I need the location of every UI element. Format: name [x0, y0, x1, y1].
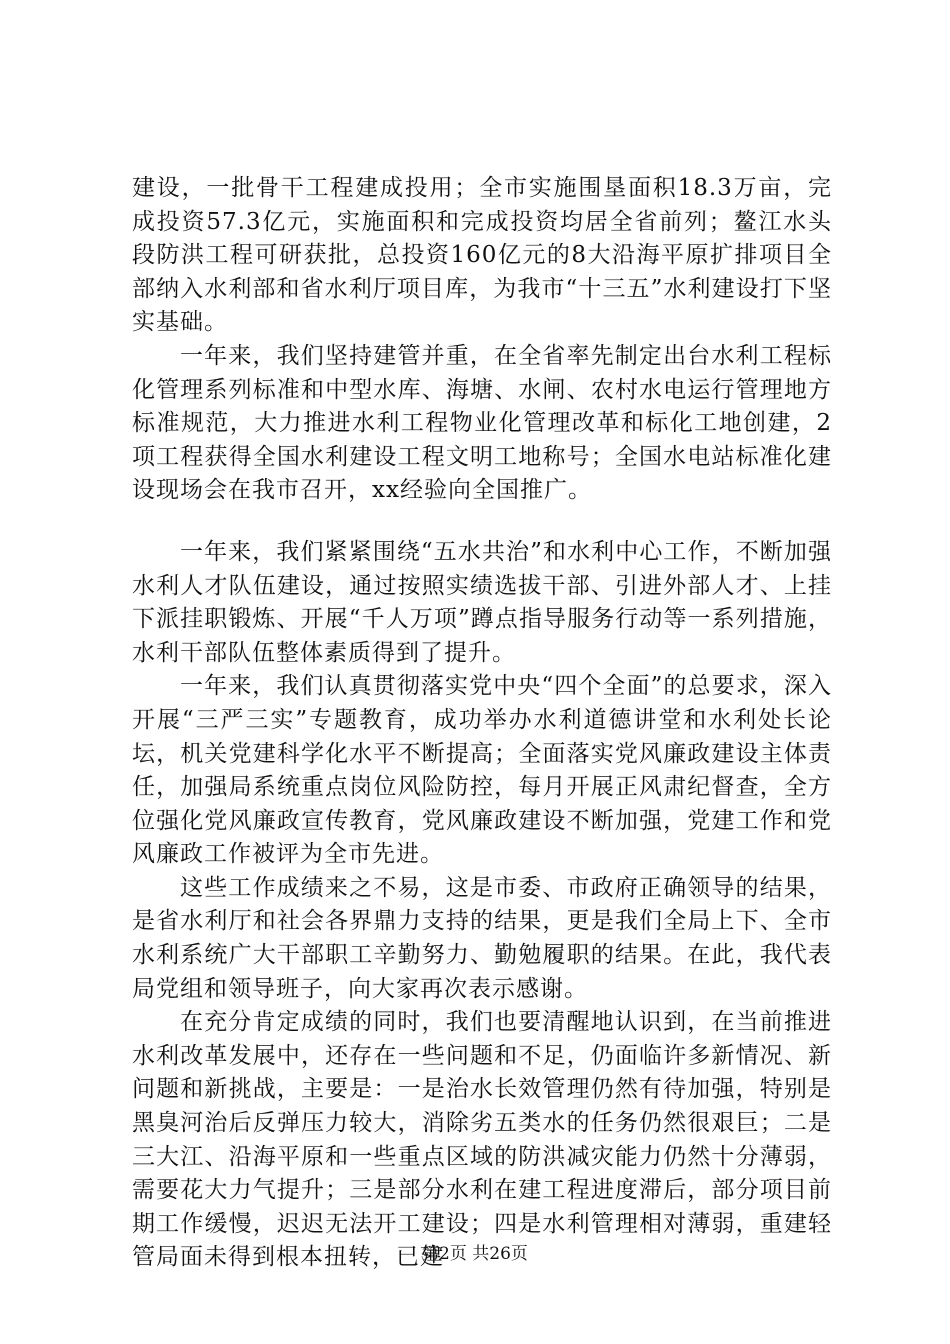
paragraph-2: 一年来，我们坚持建管并重，在全省率先制定出台水利工程标化管理系列标准和中型水库、海塘、水闸、农村水电运行管理地方标准规范，大力推进水利工程物业化管理改革和标化工地创建，2项工程获得全国水利建设工程文明工地称号；全国水电站标准化建设现场会在我市召开，xx经验向全国推广。	[132, 342, 832, 504]
paragraph-1: 建设，一批骨干工程建成投用；全市实施围垦面积18.3万亩，完成投资57.3亿元，实施面积和完成投资均居全省前列；鳌江水头段防洪工程可研获批，总投资160亿元的8大沿海平原扩排项目全部纳入水利部和省水利厅项目库，为我市“十三五”水利建设打下坚实基础。	[132, 175, 832, 336]
page-number-footer: 第2页 共26页	[422, 1244, 528, 1264]
document-body	[132, 172, 832, 1275]
paragraph-gap	[132, 508, 832, 536]
paragraph-5: 这些工作成绩来之不易，这是市委、市政府正确领导的结果，是省水利厅和社会各界鼎力支持的结果，更是我们全局上下、全市水利系统广大干部职工辛勤努力、勤勉履职的结果。在此，我代表局党组和领导班子，向大家再次表示感谢。	[132, 874, 832, 1002]
paragraph-6: 在充分肯定成绩的同时，我们也要清醒地认识到，在当前推进水利改革发展中，还存在一些问题和不足，仍面临许多新情况、新问题和新挑战，主要是：一是治水长效管理仍然有待加强，特别是黑臭河治后反弹压力较大，消除劣五类水的任务仍然很艰巨；二是三大江、沿海平原和一些重点区域的防洪减灾能力仍然十分薄弱，需要花大力气提升；三是部分水利在建工程进度滞后，部分项目前期工作缓慢，迟迟无法开工建设；四是水利管理相对薄弱，重建轻管局面未得到根本扭转，已建	[132, 1009, 832, 1271]
paragraph-3: 一年来，我们紧紧围绕“五水共治”和水利中心工作，不断加强水利人才队伍建设，通过按照实绩选拔干部、引进外部人才、上挂下派挂职锻炼、开展“千人万项”蹲点指导服务行动等一系列措施，水利干部队伍整体素质得到了提升。	[132, 538, 832, 666]
paragraph-4: 一年来，我们认真贯彻落实党中央“四个全面”的总要求，深入开展“三严三实”专题教育，成功举办水利道德讲堂和水利处长论坛，机关党建科学化水平不断提高；全面落实党风廉政建设主体责任，加强局系统重点岗位风险防控，每月开展正风肃纪督查，全方位强化党风廉政宣传教育，党风廉政建设不断加强，党建工作和党风廉政工作被评为全市先进。	[132, 673, 832, 868]
